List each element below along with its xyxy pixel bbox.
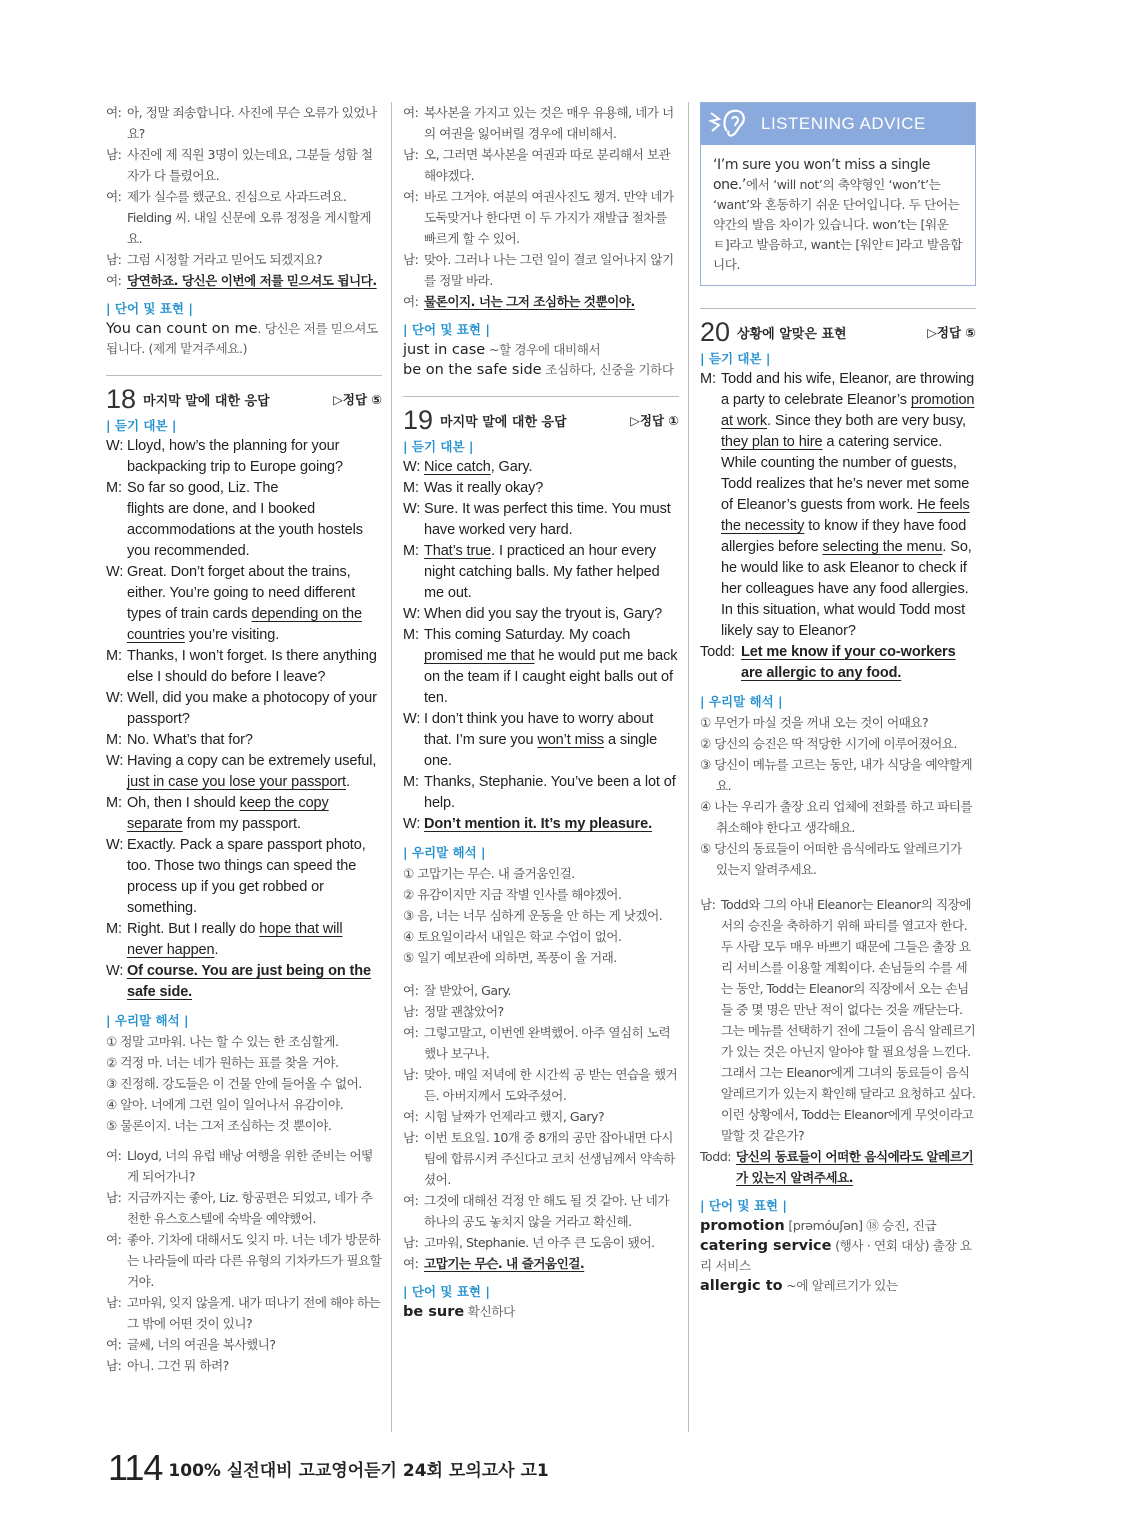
text-span: be on the safe side — [403, 362, 542, 378]
dialogue-line — [403, 980, 679, 1001]
text-span: 에서 ‘will not’의 축약형인 ‘won’t’는 ‘want’와 혼동하기 쉬운 단어입니다. 두 단어는 약간의 발음 차이가 있습니다. won’t는 [워운ㅌ]라고 발음하고, want는 [워안ㅌ]라고 발음합니다. — [713, 177, 963, 272]
text-span: 글쎄, 너의 여권을 복사했니? — [127, 1337, 276, 1352]
text-span: Right. But I really do — [127, 921, 260, 937]
option-item: ③ 음, 너는 너무 심하게 운동을 안 하는 게 낫겠어. — [403, 908, 663, 923]
dialogue-line — [106, 919, 382, 961]
option-item: ③ 당신이 메뉴를 고르는 동안, 내가 식당을 예약할게요. — [700, 757, 973, 793]
speaker-label: 남: — [106, 1358, 122, 1373]
translation-label: | 우리말 해석 | — [106, 1013, 189, 1028]
text-span: catering service — [700, 1238, 832, 1254]
dialogue-line — [106, 144, 382, 186]
option-item: ④ 토요일이라서 내일은 학교 수업이 없어. — [403, 929, 622, 944]
text-span: So far so good, Liz. The — [127, 480, 279, 496]
text-span: Nice catch — [424, 459, 491, 475]
vocab-entry — [106, 319, 382, 359]
text-span: Great. Don’t forget about the trains, either. You’re going to need different types of train cards — [127, 564, 356, 622]
speaker-label: 남: — [403, 1235, 419, 1250]
text-span: 당신의 동료들이 어떠한 음식에라도 알레르기가 있는지 알려주세요. — [736, 1149, 974, 1185]
option-item: ② 유감이지만 지금 작별 인사를 해야겠어. — [403, 887, 622, 902]
column-divider — [391, 102, 392, 1432]
speaker-label: 여: — [106, 1337, 122, 1352]
speaker-label: 남: — [106, 252, 122, 267]
dialogue-line — [403, 625, 679, 709]
text-span: You can count on me — [106, 321, 258, 337]
text-span: flights are done, and I booked accommodations at the youth hostels you recommended. — [127, 501, 363, 559]
speaker-label: 여: — [403, 1025, 419, 1040]
text-span: 당연하죠. 당신은 이번에 저를 믿으셔도 됩니다. — [127, 273, 377, 288]
vocab-entry — [403, 360, 679, 380]
dialogue-line — [403, 1127, 679, 1190]
text-span: Exactly. Pack a spare passport photo, too. Those two things can speed the process up if you get robbed or something. — [127, 837, 366, 916]
text-span: Oh, then I should — [127, 795, 240, 811]
text-span: he would put me back on the team if I caught eight balls out of ten. — [424, 648, 678, 706]
text-span: Thanks, Stephanie. You’ve been a lot of help. — [424, 774, 676, 811]
text-span — [127, 478, 382, 562]
speaker-label: W: — [403, 816, 421, 832]
text-span: just in case you lose your passport — [127, 774, 346, 790]
speaker-label: 여: — [403, 1193, 419, 1208]
question-title: 상황에 알맞은 표현 — [737, 326, 847, 342]
text-span: This coming Saturday. My coach — [424, 627, 631, 643]
text-span: Let me know if your co-workers are allergic to any food. — [741, 644, 956, 681]
text-span: allergic to — [700, 1278, 783, 1294]
text-span — [424, 709, 679, 772]
text-span — [127, 562, 382, 646]
text-span: . 당신은 저를 믿으셔도 됩니다. (제게 맡겨주세요.) — [106, 321, 378, 356]
speaker-label: W: — [106, 564, 124, 580]
speaker-label: M: — [106, 795, 122, 811]
dialogue-line — [403, 1106, 679, 1127]
section-divider — [700, 308, 976, 309]
dialogue-line — [106, 646, 382, 688]
vocab-entry — [700, 1236, 976, 1276]
dialogue-line — [403, 291, 679, 312]
option-item: ⑤ 당신의 동료들이 어떠한 음식에라도 알레르기가 있는지 알려주세요. — [700, 841, 962, 877]
text-span: Was it really okay? — [424, 480, 544, 496]
option-item: ⑤ 일기 예보관에 의하면, 폭풍이 올 거래. — [403, 950, 617, 965]
speaker-label: 여: — [106, 1232, 122, 1247]
text-span: 확신하다 — [464, 1304, 515, 1319]
q19-korean-translation — [403, 980, 679, 1274]
dialogue-line — [106, 186, 382, 249]
speaker-label: M: — [700, 371, 716, 387]
listening-advice-box — [700, 102, 976, 286]
text-span: . — [214, 942, 219, 958]
text-span: 복사본을 가지고 있는 것은 매우 유용해, 네가 너의 여권을 잃어버릴 경우에 대비해서. — [424, 105, 674, 141]
speaker-label: 여: — [403, 189, 419, 204]
text-span: 좋아. 기차에 대해서도 잊지 마. 너는 네가 방문하는 나라들에 따라 다른 유형의 기차카드가 필요할 거야. — [127, 1232, 382, 1289]
speaker-label: W: — [403, 501, 421, 517]
ear-icon — [707, 105, 753, 143]
speaker-label: W: — [403, 606, 421, 622]
question-number: 20 — [700, 316, 731, 347]
dialogue-line — [106, 751, 382, 793]
dialogue-line — [403, 541, 679, 604]
vocab-label: | 단어 및 표현 | — [700, 1198, 787, 1213]
dialogue-line — [106, 1145, 382, 1187]
translation-label: | 우리말 해석 | — [700, 694, 783, 709]
dialogue-line — [403, 1190, 679, 1232]
text-span: . Since they both are very busy, — [767, 413, 966, 429]
text-span: 고마워, 잊지 않을게. 내가 떠나기 전에 해야 하는 그 밖에 어떤 것이 있니? — [127, 1295, 381, 1331]
dialogue-line — [106, 562, 382, 646]
option-item: ④ 알아. 너에게 그런 일이 일어나서 유감이야. — [106, 1097, 344, 1112]
text-span: promised me that — [424, 648, 535, 664]
script-label: | 듣기 대본 | — [700, 351, 771, 366]
vocab-entry — [403, 1302, 679, 1322]
dialogue-line — [403, 709, 679, 772]
section-divider — [106, 375, 382, 376]
dialogue-line — [106, 1187, 382, 1229]
q20-options — [700, 712, 976, 880]
q17-korean-translation — [106, 102, 382, 291]
text-span: hope that will never happen — [127, 921, 343, 958]
answer-key: ▷정답 ⑤ — [927, 325, 976, 340]
vocab-label: | 단어 및 표현 | — [106, 301, 193, 316]
speaker-label: 여: — [403, 983, 419, 998]
speaker-label: 여: — [106, 273, 122, 288]
text-span: 지금까지는 좋아, Liz. 항공편은 되었고, 네가 추천한 유스호스텔에 숙박을 예약했어. — [127, 1190, 373, 1226]
speaker-label: 남: — [403, 1004, 419, 1019]
answer-key: ▷정답 ① — [630, 413, 679, 428]
speaker-label: 여: — [403, 1256, 419, 1271]
text-span: a single one. — [424, 732, 658, 769]
dialogue-line — [700, 1146, 976, 1188]
option-item: ① 정말 고마워. 나는 할 수 있는 한 조심할게. — [106, 1034, 339, 1049]
column-3 — [700, 102, 976, 1296]
dialogue-line — [403, 1253, 679, 1274]
speaker-label: W: — [106, 837, 124, 853]
speaker-label: 남: — [106, 1295, 122, 1310]
speaker-label: M: — [106, 480, 122, 496]
speaker-label: 여: — [106, 105, 122, 120]
q20-korean-translation — [700, 894, 976, 1188]
text-span: promotion at work — [721, 392, 975, 429]
option-item: ⑤ 물론이지. 너는 그저 조심하는 것 뿐이야. — [106, 1118, 332, 1133]
column-2 — [403, 102, 679, 1322]
speaker-label: 남: — [700, 897, 716, 912]
speaker-label: M: — [403, 480, 419, 496]
option-item: ① 고맙기는 무슨. 내 즐거움인걸. — [403, 866, 575, 881]
speaker-label: 남: — [403, 147, 419, 162]
text-span: . So, he would like to ask Eleanor to check if her colleagues have any food allergies. In this situation, what would Todd most likely say to Eleanor? — [721, 539, 972, 639]
column-1 — [106, 102, 382, 1376]
text-span: 사진에 제 직원 3명이 있는데요, 그분들 성함 철자가 다 틀렸어요. — [127, 147, 373, 183]
vocab-entry — [700, 1216, 976, 1236]
column-divider — [688, 102, 689, 1432]
speaker-label: W: — [403, 711, 421, 727]
monologue — [700, 369, 976, 642]
text-span — [424, 541, 679, 604]
text-span — [127, 919, 382, 961]
text-span: When did you say the tryout is, Gary? — [424, 606, 663, 622]
advice-header — [701, 103, 975, 145]
text-span: 조심하다, 신중을 기하다 — [541, 362, 674, 377]
text-span: 고맙기는 무슨. 내 즐거움인걸. — [424, 1256, 585, 1271]
dialogue-line — [403, 478, 679, 499]
text-span: . — [345, 774, 350, 790]
text-span: Don’t mention it. It’s my pleasure. — [424, 816, 652, 832]
speaker-label: 여: — [403, 294, 419, 309]
dialogue-line — [700, 894, 976, 1146]
dialogue-line — [106, 1229, 382, 1292]
speaker-label: 남: — [403, 1067, 419, 1082]
text-span: [prəmóuʃən] ⑱ 승진, 진급 — [784, 1218, 937, 1233]
speaker-label: W: — [106, 438, 124, 454]
text-span: (행사 · 연회 대상) 출장 요리 서비스 — [700, 1238, 972, 1273]
speaker-label: M: — [106, 732, 122, 748]
text-span: 시험 날짜가 언제라고 했지, Gary? — [424, 1109, 605, 1124]
text-span: ~할 경우에 대비해서 — [485, 342, 601, 357]
text-span: 바로 그거야. 여분의 여권사진도 챙겨. 만약 네가 도둑맞거나 한다면 이 두 가지가 재발급 절차를 빠르게 할 수 있어. — [424, 189, 674, 246]
dialogue-line — [403, 186, 679, 249]
dialogue-line — [106, 1292, 382, 1334]
text-span: 잘 받았어, Gary. — [424, 983, 511, 998]
speaker-label: 여: — [106, 1148, 122, 1163]
question-title: 마지막 말에 대한 응답 — [440, 414, 567, 430]
q18-options — [106, 1031, 382, 1136]
speaker-label: 남: — [106, 147, 122, 162]
advice-title: LISTENING ADVICE — [761, 114, 926, 133]
text-span: you’re visiting. — [184, 627, 280, 643]
text-span: 아니. 그건 뭐 하려? — [127, 1358, 229, 1373]
speaker-label: M: — [403, 543, 419, 559]
speaker-label: 남: — [106, 1190, 122, 1205]
text-span: Todd and his wife, Eleanor, are throwing a party to celebrate Eleanor’s — [721, 371, 975, 408]
dialogue-line — [403, 814, 679, 835]
q20-english-script — [700, 369, 976, 684]
text-span: won’t miss — [537, 732, 605, 748]
speaker-label: 여: — [106, 189, 122, 204]
dialogue-line — [403, 1064, 679, 1106]
text-span — [127, 751, 382, 793]
option-item: ④ 나는 우리가 출장 요리 업체에 전화를 하고 파티를 취소해야 한다고 생각해요. — [700, 799, 973, 835]
text-span: Sure. It was perfect this time. You must have worked very hard. — [424, 501, 671, 538]
speaker-label: 여: — [403, 1109, 419, 1124]
text-span: 그렇고말고, 이번엔 완벽했어. 아주 열심히 노력했나 보구나. — [424, 1025, 671, 1061]
dialogue-line — [106, 102, 382, 144]
section-divider — [403, 396, 679, 397]
dialogue-line — [403, 102, 679, 144]
vocab-label: | 단어 및 표현 | — [403, 1284, 490, 1299]
dialogue-line — [106, 793, 382, 835]
dialogue-line — [403, 249, 679, 291]
speaker-label: 여: — [403, 105, 419, 120]
text-span: they plan to hire — [721, 434, 823, 450]
text-span: Thanks, I won’t forget. Is there anything else I should do before I leave? — [127, 648, 377, 685]
vocab-entry — [700, 1276, 976, 1296]
vocab-label: | 단어 및 표현 | — [403, 322, 490, 337]
text-span: That’s true — [424, 543, 492, 559]
option-item: ① 무언가 마실 것을 꺼내 오는 것이 어때요? — [700, 715, 929, 730]
dialogue-line — [106, 730, 382, 751]
dialogue-line — [106, 270, 382, 291]
translation-label: | 우리말 해석 | — [403, 845, 486, 860]
text-span: ~에 알레르기가 있는 — [782, 1278, 898, 1293]
dialogue-line — [403, 1022, 679, 1064]
speaker-label: M: — [403, 627, 419, 643]
speaker-label: W: — [106, 963, 124, 979]
speaker-label: 남: — [403, 252, 419, 267]
speaker-label: W: — [106, 753, 124, 769]
text-span: ‘I’m sure you won’t miss a single one.’ — [713, 157, 931, 193]
dialogue-line — [106, 835, 382, 919]
option-item: ③ 진정해. 강도들은 이 건물 안에 들어올 수 없어. — [106, 1076, 362, 1091]
dialogue-line — [106, 436, 382, 478]
text-span: , Gary. — [490, 459, 533, 475]
q18-english-script — [106, 436, 382, 1003]
text-span: 물론이지. 너는 그저 조심하는 것뿐이야. — [424, 294, 635, 309]
text-span: selecting the menu — [822, 539, 943, 555]
speaker-label: 남: — [403, 1130, 419, 1145]
dialogue-line — [106, 249, 382, 270]
speaker-label: M: — [106, 648, 122, 664]
text-span: Lloyd, how’s the planning for your backpacking trip to Europe going? — [127, 438, 343, 475]
dialogue-line — [403, 604, 679, 625]
dialogue-line — [403, 1001, 679, 1022]
speaker-label: M: — [403, 774, 419, 790]
text-span: Todd와 그의 아내 Eleanor는 Eleanor의 직장에서의 승진을 축하하기 위해 파티를 열고자 한다. 두 사람 모두 매우 바쁘기 때문에 그들은 출장 요리 서비스를 이용할 계획이다. 손님들의 수를 세는 동안, Todd는 Eleanor의 직장에서 오는 손님들 중 몇 명은 만난 적이 없다는 것을 깨닫는다. 그는 메뉴를 선택하기 전에 그들이 음식 알레르기가 있는 것은 아닌지 알아야 할 필요성을 느낀다. 그래서 그는 Eleanor에게 그녀의 동료들이 음식 알레르기가 있는지 확인해 달라고 요청하고 싶다. 이런 상황에서, Todd는 Eleanor에게 무엇이라고 말할 것 같은가? — [721, 897, 976, 1143]
answer-key: ▷정답 ⑤ — [333, 392, 382, 407]
question-18-header — [106, 382, 382, 416]
text-span — [424, 457, 679, 478]
dialogue-line — [403, 772, 679, 814]
dialogue-line — [106, 478, 382, 562]
question-19-header — [403, 403, 679, 437]
dialogue-line — [106, 1334, 382, 1355]
vocab-entry — [403, 340, 679, 360]
speaker-label: M: — [106, 921, 122, 937]
text-span: 그럼 시정할 거라고 믿어도 되겠지요? — [127, 252, 323, 267]
text-span: Well, did you make a photocopy of your passport? — [127, 690, 377, 727]
text-span: Lloyd, 너의 유럽 배낭 여행을 위한 준비는 어떻게 되어가니? — [127, 1148, 373, 1184]
text-span — [127, 793, 382, 835]
page-footer — [108, 1448, 549, 1488]
text-span: 정말 괜찮았어? — [424, 1004, 504, 1019]
text-span: to know if they have food allergies before — [721, 518, 967, 555]
dialogue-line — [106, 961, 382, 1003]
speaker-label: W: — [106, 690, 124, 706]
book-title: 100% 실전대비 고교영어듣기 24회 모의고사 고1 — [168, 1461, 549, 1481]
script-label: | 듣기 대본 | — [106, 418, 177, 433]
question-number: 19 — [403, 404, 434, 435]
text-span: Having a copy can be extremely useful, — [127, 753, 377, 769]
question-20-header — [700, 315, 976, 349]
dialogue-line — [403, 144, 679, 186]
speaker-label: Todd: — [700, 1149, 731, 1164]
dialogue-line — [106, 688, 382, 730]
speaker-label: Todd: — [700, 644, 735, 660]
text-span: keep the copy separate — [127, 795, 329, 832]
advice-body — [701, 145, 975, 285]
text-span — [424, 625, 679, 709]
text-span: promotion — [700, 1218, 785, 1234]
text-span: depending on the countries — [127, 606, 362, 643]
text-span: No. What’s that for? — [127, 732, 253, 748]
question-title: 마지막 말에 대한 응답 — [143, 393, 270, 409]
page-number: 114 — [108, 1447, 163, 1488]
dialogue-line — [700, 642, 976, 684]
text-span: 제가 실수를 했군요. 진심으로 사과드려요. Fielding 씨. 내일 신문에 오류 정정을 게시할게요. — [127, 189, 372, 246]
text-span: I don’t think you have to worry about that. I’m sure you — [424, 711, 654, 748]
script-label: | 듣기 대본 | — [403, 439, 474, 454]
option-item: ② 걱정 마. 너는 네가 원하는 표를 찾을 거야. — [106, 1055, 339, 1070]
text-span: 맞아. 그러나 나는 그런 일이 결코 일어나지 않기를 정말 바라. — [424, 252, 674, 288]
dialogue-line — [106, 1355, 382, 1376]
text-span: 그것에 대해선 걱정 안 해도 될 것 같아. 난 네가 하나의 공도 놓치지 않을 거라고 확신해. — [424, 1193, 670, 1229]
q18-korean-translation — [106, 1145, 382, 1376]
text-span: He feels the necessity — [721, 497, 970, 534]
text-span: 고마워, Stephanie. 넌 아주 큰 도움이 됐어. — [424, 1235, 655, 1250]
text-span: 맞아. 매일 저녁에 한 시간씩 공 받는 연습을 했거든. 아버지께서 도와주셨어. — [424, 1067, 678, 1103]
dialogue-line — [403, 1232, 679, 1253]
option-item: ② 당신의 승진은 딱 적당한 시기에 이루어졌어요. — [700, 736, 957, 751]
text-span: . I practiced an hour every night catching balls. My father helped me out. — [424, 543, 660, 601]
q19-english-script — [403, 457, 679, 835]
text-span — [721, 369, 976, 642]
text-span: just in case — [403, 342, 486, 358]
text-span: a catering service. While counting the number of guests, Todd realizes that he’s never met some of Eleanor’s guests from work. — [721, 434, 970, 513]
text-span: 아, 정말 죄송합니다. 사진에 무슨 오류가 있었나요? — [127, 105, 377, 141]
q19-options — [403, 863, 679, 968]
text-span: from my passport. — [182, 816, 301, 832]
q18-korean-translation-continued — [403, 102, 679, 312]
dialogue-line — [403, 499, 679, 541]
text-span: Of course. You are just being on the safe side. — [127, 963, 372, 1000]
text-span: 이번 토요일. 10개 중 8개의 공만 잡아내면 다시 팀에 합류시켜 주신다고 코치 선생님께서 약속하셨어. — [424, 1130, 675, 1187]
speaker-label: W: — [403, 459, 421, 475]
question-number: 18 — [106, 383, 137, 414]
dialogue-line — [403, 457, 679, 478]
text-span: be sure — [403, 1304, 465, 1320]
text-span: 오, 그러면 복사본을 여권과 따로 분리해서 보관해야겠다. — [424, 147, 671, 183]
